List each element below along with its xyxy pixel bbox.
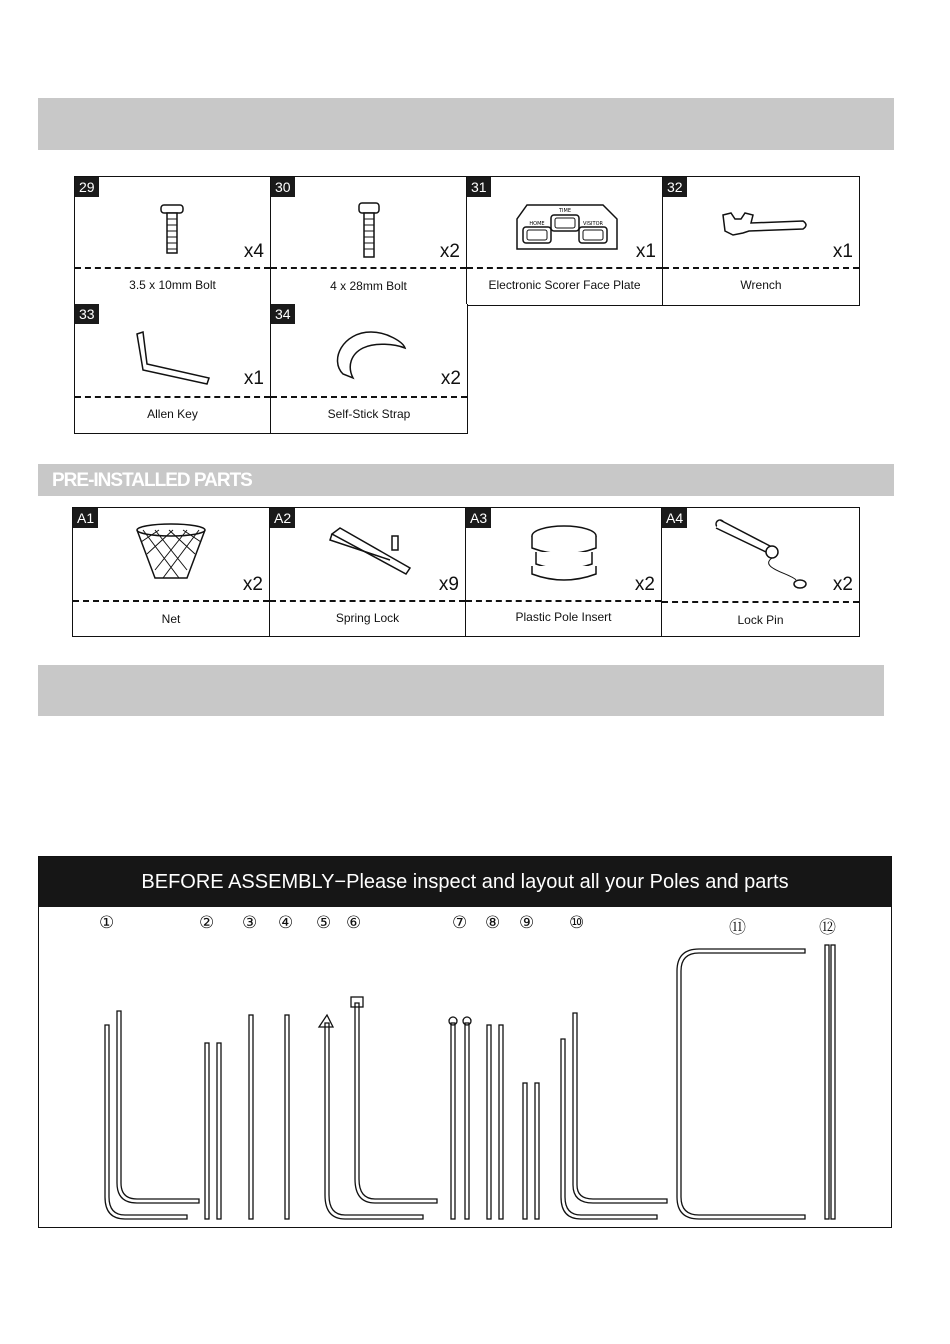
part-label: Electronic Scorer Face Plate [488,278,641,292]
plate-label-home: HOME [529,221,545,227]
part-quantity: x1 [635,241,656,262]
before-assembly-panel [38,856,892,1228]
part-cell-a4 [662,508,859,636]
spring-lock-icon [270,508,466,600]
part-cell-34 [271,304,467,433]
net-icon [73,508,270,600]
part-number: 31 [467,177,491,197]
preinstalled-title: PRE-INSTALLED PARTS [52,470,252,491]
part-number: 30 [271,177,295,197]
divider [466,600,661,602]
part-cell-a3 [466,508,662,636]
divider [271,267,466,269]
middle-section-band [38,665,884,716]
divider [270,600,465,602]
divider [467,267,662,269]
pole-number-9: ⑨ [519,913,535,933]
divider [271,396,467,398]
part-number: A1 [73,508,98,528]
pole-3-illustration [249,1015,253,1219]
pole-number-10: ⑩ [569,913,585,933]
part-cell-a2 [270,508,466,636]
part-number: 33 [75,304,99,324]
part-cell-31 [467,177,663,305]
before-assembly-title: BEFORE ASSEMBLY−Please inspect and layout all your Poles and parts [39,857,891,907]
part-cell-33 [75,304,271,433]
pole-number-7: ⑦ [452,913,468,933]
part-cell-30 [271,177,467,305]
strap-icon [271,304,467,396]
pole-number-12: ⑫ [819,918,836,938]
poles-illustration [39,907,890,1227]
scorer-plate-icon [467,177,663,267]
part-number: 34 [271,304,295,324]
pole-12-illustration [825,945,835,1219]
part-label: Self-Stick Strap [327,407,411,421]
divider [663,267,859,269]
part-quantity: x2 [634,574,655,595]
preinstalled-band [38,464,894,496]
divider [75,267,270,269]
part-quantity: x2 [439,241,460,262]
pole-number-3: ③ [242,913,258,933]
pole-4-illustration [285,1015,289,1219]
part-label: 4 x 28mm Bolt [330,279,407,293]
preinstalled-grid [72,507,860,637]
pole-number-5: ⑤ [316,913,332,933]
lock-pin-icon [662,508,859,600]
part-cell-29 [75,177,271,305]
pole-10-illustration [561,1013,667,1219]
pole-number-6: ⑥ [346,913,362,933]
allen-key-icon [75,304,271,396]
part-number: 29 [75,177,99,197]
divider [75,396,270,398]
part-label: Plastic Pole Insert [515,610,612,624]
pole-number-2: ② [199,913,215,933]
part-label: Allen Key [147,407,198,421]
hardware-grid-row2 [74,304,468,434]
part-quantity: x2 [440,368,461,389]
pole-11-illustration [677,949,805,1219]
bolt-long-icon [271,177,467,267]
pole-1-illustration [105,1011,199,1219]
hardware-grid-row1 [74,176,860,306]
part-cell-a1 [73,508,270,636]
part-label: Lock Pin [737,613,784,627]
plate-label-time: TIME [558,208,572,214]
pole-number-8: ⑧ [485,913,501,933]
pole-insert-icon [466,508,662,600]
part-label: Spring Lock [335,611,400,625]
part-label: 3.5 x 10mm Bolt [129,278,216,292]
divider [662,601,859,603]
pole-2-illustration [205,1043,221,1219]
top-section-band [38,98,894,150]
part-label: Wrench [740,278,782,292]
part-quantity: x2 [832,574,853,595]
pole-number-1: ① [99,913,115,933]
pole-8-illustration [487,1025,503,1219]
pole-7-illustration [449,1017,471,1219]
part-quantity: x1 [832,241,853,262]
part-cell-32 [663,177,859,305]
wrench-icon [663,177,859,267]
pole-number-4: ④ [278,913,294,933]
part-quantity: x2 [242,574,263,595]
pole-number-11: ⑪ [729,918,746,938]
part-number: A2 [270,508,295,528]
part-label: Net [161,612,181,626]
part-quantity: x4 [243,241,264,262]
pole-9-illustration [523,1083,539,1219]
plate-label-visitor: VISITOR [582,221,604,227]
part-quantity: x1 [243,368,264,389]
part-number: A3 [466,508,491,528]
divider [73,600,269,602]
pole-6-illustration [351,997,437,1203]
part-number: 32 [663,177,687,197]
pole-5-illustration [319,1015,423,1219]
part-number: A4 [662,508,687,528]
part-quantity: x9 [438,574,459,595]
bolt-short-icon [75,177,271,267]
